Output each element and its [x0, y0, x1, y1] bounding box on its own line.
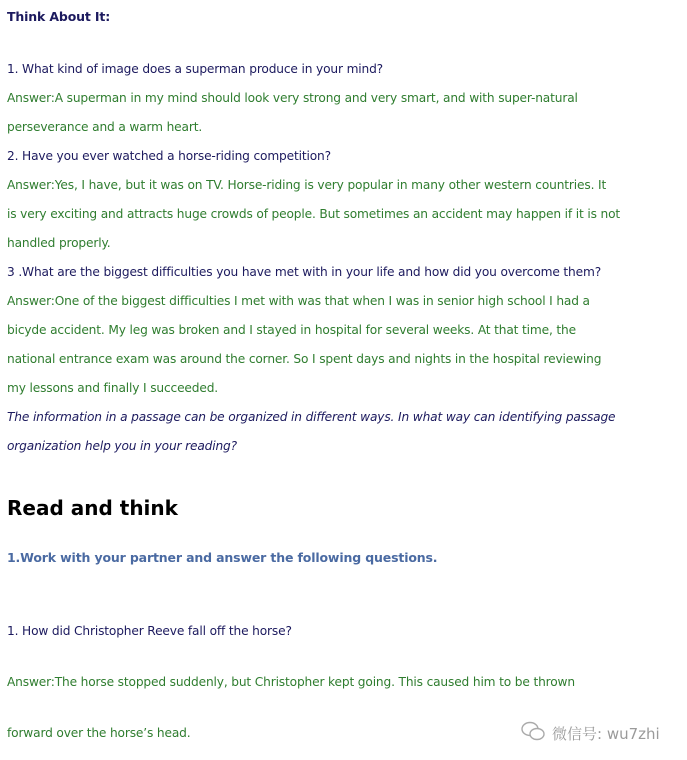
answer-line: forward over the horse’s head.: [7, 726, 191, 740]
watermark-text: 微信号: wu7zhi: [552, 724, 660, 743]
question: 1. What kind of image does a superman produce in your mind?: [7, 62, 384, 76]
instruction-line: organization help you in your reading?: [7, 439, 237, 453]
answer-line: is very exciting and attracts huge crowds of people. But sometimes an accident may happen if it is not: [7, 207, 621, 221]
answer-line: Answer:Yes, I have, but it was on TV. Horse-riding is very popular in many other western countries. It: [7, 178, 607, 192]
question: 1. How did Christopher Reeve fall off the horse?: [7, 624, 292, 638]
answer-line: Answer:A superman in my mind should look very strong and very smart, and with super-natural: [7, 91, 578, 105]
watermark: [520, 720, 660, 746]
section-title-read: Read and think: [7, 496, 178, 520]
section-title-think: Think About It:: [7, 9, 111, 24]
question: 3 .What are the biggest difficulties you have met with in your life and how did you overcome them?: [7, 265, 602, 279]
answer-line: national entrance exam was around the corner. So I spent days and nights in the hospital reviewing: [7, 352, 602, 366]
answer-line: bicyde accident. My leg was broken and I stayed in hospital for several weeks. At that time, the: [7, 323, 576, 337]
wechat-icon: [520, 720, 546, 746]
answer-line: Answer:One of the biggest difficulties I met with was that when I was in senior high school I had a: [7, 294, 590, 308]
instruction-line: The information in a passage can be organized in different ways. In what way can identifying passage: [7, 410, 616, 424]
task-heading: 1.Work with your partner and answer the following questions.: [7, 550, 438, 565]
question: 2. Have you ever watched a horse-riding competition?: [7, 149, 331, 163]
answer-line: my lessons and finally I succeeded.: [7, 381, 219, 395]
answer-line: handled properly.: [7, 236, 111, 250]
answer-line: perseverance and a warm heart.: [7, 120, 203, 134]
answer-line: Answer:The horse stopped suddenly, but Christopher kept going. This caused him to be thrown: [7, 675, 575, 689]
